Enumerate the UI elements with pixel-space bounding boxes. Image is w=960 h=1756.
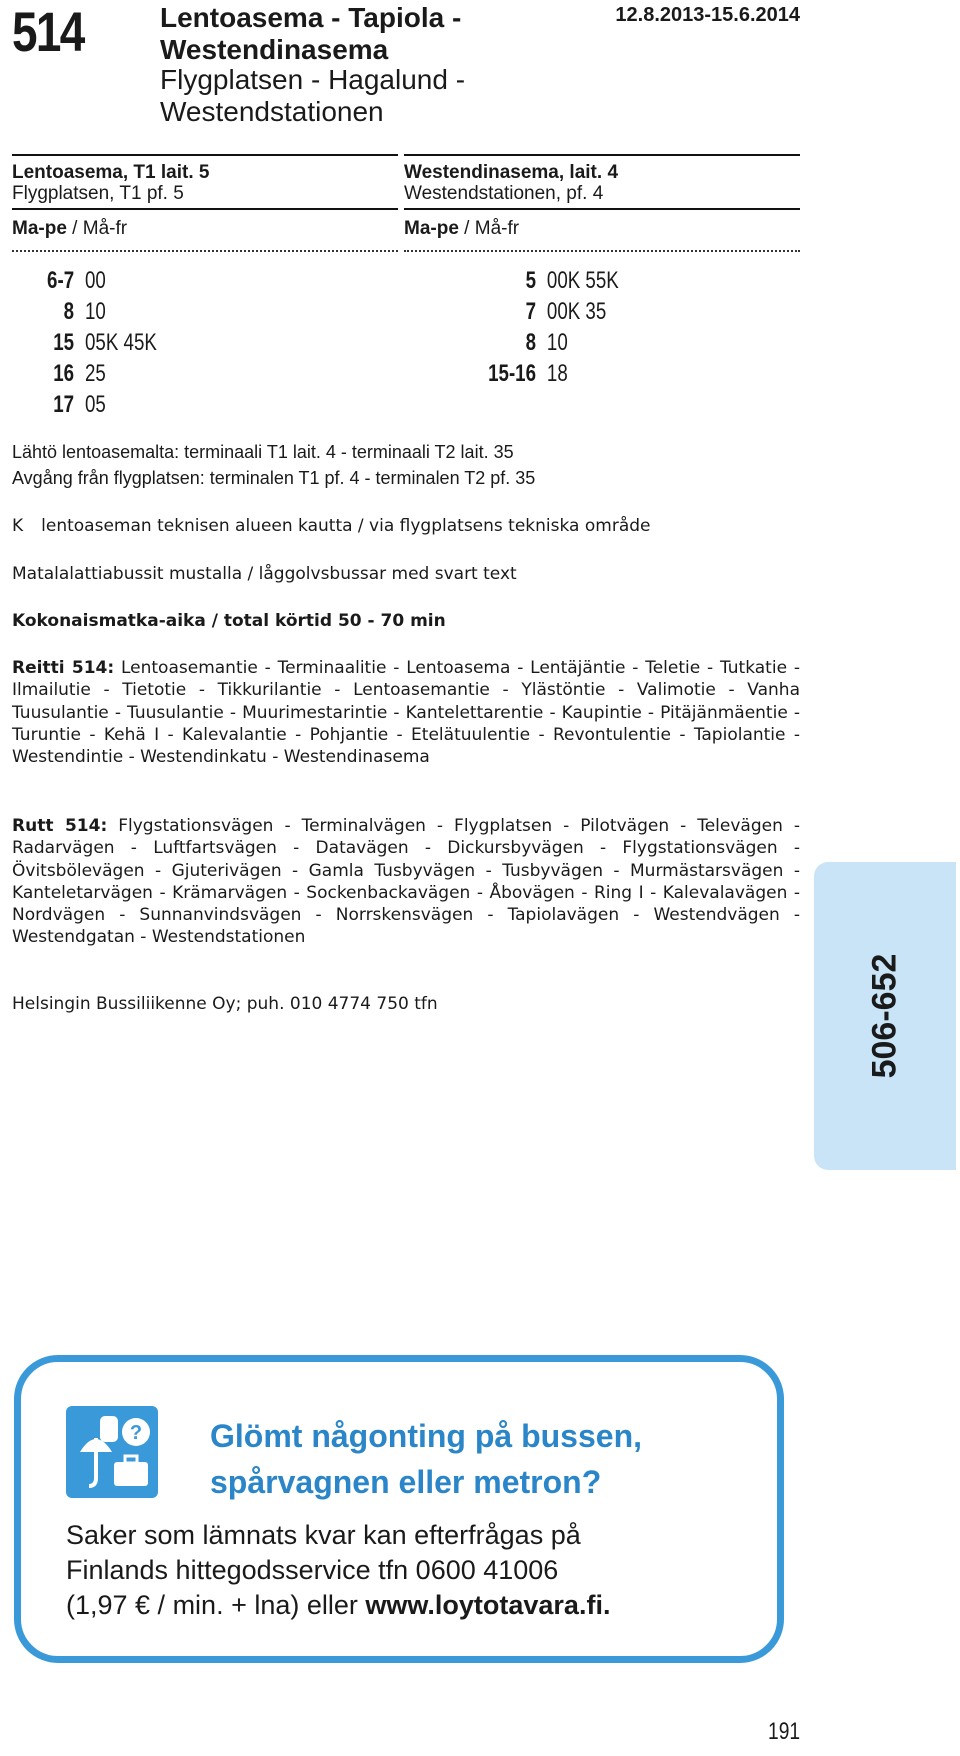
dotted-divider: [12, 250, 398, 252]
left-day-label: [12, 218, 127, 240]
timetable-hour: 15: [53, 329, 75, 356]
right-day-label: [404, 218, 519, 240]
right-timetable: [380, 265, 619, 389]
lost-and-found-website-link[interactable]: www.loytotavara.fi.: [365, 1590, 611, 1620]
lost-and-found-text-line2: Finlands hittegodsservice tfn 0600 41006: [66, 1555, 559, 1585]
timetable-row: [0, 389, 157, 420]
left-day-label-swedish: / Må-fr: [66, 218, 128, 239]
validity-period: 12.8.2013-15.6.2014: [615, 4, 800, 26]
route-range-tab: [814, 862, 956, 1170]
k-footnote-text: lentoaseman teknisen alueen kautta / via flygplatsens tekniska område: [41, 516, 651, 536]
timetable-row: [380, 358, 619, 389]
departure-note-finnish: Lähtö lentoasemalta: terminaali T1 lait. 4 - terminaali T2 lait. 35: [12, 442, 514, 462]
svg-text:?: ?: [129, 1422, 143, 1444]
route-range-label: 506-652: [865, 953, 904, 1079]
timetable-minutes: 10: [85, 298, 106, 325]
left-timetable: [0, 265, 157, 420]
timetable-row: [380, 296, 619, 327]
k-footnote: [12, 516, 650, 536]
timetable-minutes: 05: [85, 391, 106, 418]
route-number: 514: [12, 0, 84, 63]
timetable-minutes: 00: [85, 267, 106, 294]
timetable-hour: 15-16: [488, 360, 536, 387]
departure-note-swedish: Avgång från flygplatsen: terminalen T1 pf. 4 - terminalen T2 pf. 35: [12, 468, 536, 488]
right-stop-name-swedish: Westendstationen, pf. 4: [404, 183, 604, 204]
timetable-row: [0, 327, 157, 358]
timetable-minutes: 25: [85, 360, 106, 387]
left-stop-name-swedish: Flygplatsen, T1 pf. 5: [12, 183, 184, 204]
route-title-swedish: [160, 64, 465, 128]
timetable-minutes: 10: [546, 329, 568, 356]
route-title-swedish-line2: Westendstationen: [160, 96, 384, 127]
left-day-label-finnish: Ma-pe: [12, 218, 67, 239]
operator-info: Helsingin Bussiliikenne Oy; puh. 010 4774 750 tfn: [12, 994, 438, 1014]
divider: [404, 154, 800, 156]
lost-and-found-headline-line2: spårvagnen eller metron?: [210, 1464, 602, 1500]
divider: [12, 208, 398, 210]
right-day-label-swedish: / Må-fr: [458, 218, 520, 239]
timetable-row: [380, 265, 619, 296]
total-travel-time: Kokonaismatka-aika / total körtid 50 - 70 min: [12, 611, 446, 631]
route-description-finnish: [12, 657, 800, 768]
lost-and-found-headline-line1: Glömt någonting på bussen,: [210, 1418, 642, 1454]
lost-and-found-text: [66, 1518, 610, 1623]
timetable-row: [380, 327, 619, 358]
lost-property-icon: [66, 1406, 158, 1498]
timetable-minutes: 00K 55K: [546, 267, 619, 294]
timetable-row: [0, 296, 157, 327]
lost-and-found-price: (1,97 € / min. + lna) eller: [66, 1590, 366, 1620]
timetable-row: [0, 265, 157, 296]
route-title-finnish: [160, 2, 461, 66]
timetable-hour: 6-7: [47, 267, 75, 294]
lost-and-found-text-line3: [66, 1588, 610, 1623]
timetable-minutes: 18: [546, 360, 568, 387]
divider: [404, 208, 800, 210]
timetable-hour: 8: [525, 329, 536, 356]
route-title-swedish-line1: Flygplatsen - Hagalund -: [160, 64, 466, 95]
dotted-divider: [404, 250, 800, 252]
timetable-minutes: 05K 45K: [85, 329, 157, 356]
route-streets-finnish: Lentoasemantie - Terminaalitie - Lentoasema - Lentäjäntie - Teletie - Tutkatie - Ilmailutie - Tietotie - Tikkurilantie - Lentoasemantie - Ylästöntie - Valimotie - Vanha Tuusulantie - Tuusulantie - Muurimestarintie - Kantelettarentie - Kaupintie - Pitäjänmäentie - Turuntie - Kehä I - Kalevalantie - Pohjantie - Etelätuulentie - Revontulentie - Tapiolantie - Westendintie - Westendinkatu - Westendinasema: [12, 658, 800, 768]
right-stop-name-finnish: Westendinasema, lait. 4: [404, 162, 619, 183]
route-label-swedish: Rutt 514:: [12, 816, 108, 836]
timetable-hour: 5: [525, 267, 536, 294]
timetable-hour: 17: [53, 391, 75, 418]
route-title-finnish-line1: Lentoasema - Tapiola -: [160, 2, 462, 33]
route-description-swedish: [12, 815, 800, 949]
right-day-label-finnish: Ma-pe: [404, 218, 459, 239]
low-floor-note: Matalalattiabussit mustalla / låggolvsbussar med svart text: [12, 564, 517, 584]
route-label-finnish: Reitti 514:: [12, 658, 115, 678]
timetable-row: [0, 358, 157, 389]
timetable-hour: 8: [63, 298, 75, 325]
timetable-hour: 16: [53, 360, 75, 387]
k-symbol: K: [12, 516, 24, 536]
divider: [12, 154, 398, 156]
page-number: 191: [767, 1718, 800, 1745]
lost-and-found-headline: [210, 1413, 642, 1505]
lost-and-found-text-line1: Saker som lämnats kvar kan efterfrågas på: [66, 1520, 581, 1550]
left-stop-name-finnish: Lentoasema, T1 lait. 5: [12, 162, 210, 183]
timetable-hour: 7: [525, 298, 536, 325]
route-title-finnish-line2: Westendinasema: [160, 34, 389, 65]
timetable-minutes: 00K 35: [546, 298, 607, 325]
route-streets-swedish: Flygstationsvägen - Terminalvägen - Flygplatsen - Pilotvägen - Televägen - Radarvägen - Luftfartsvägen - Datavägen - Dickursbyvägen - Flygstationsvägen - Övitsbölevägen - Gjuterivägen - Gamla Tusbyvägen - Tusbyvägen - Murmästarsvägen - Kanteletarvägen - Krämarvägen - Sockenbackavägen - Åbovägen - Ring I - Kalevalavägen - Nordvägen - Sunnanvindsvägen - Norrskensvägen - Tapiolavägen - Westendvägen - Westendgatan - Westendstationen: [12, 816, 800, 948]
